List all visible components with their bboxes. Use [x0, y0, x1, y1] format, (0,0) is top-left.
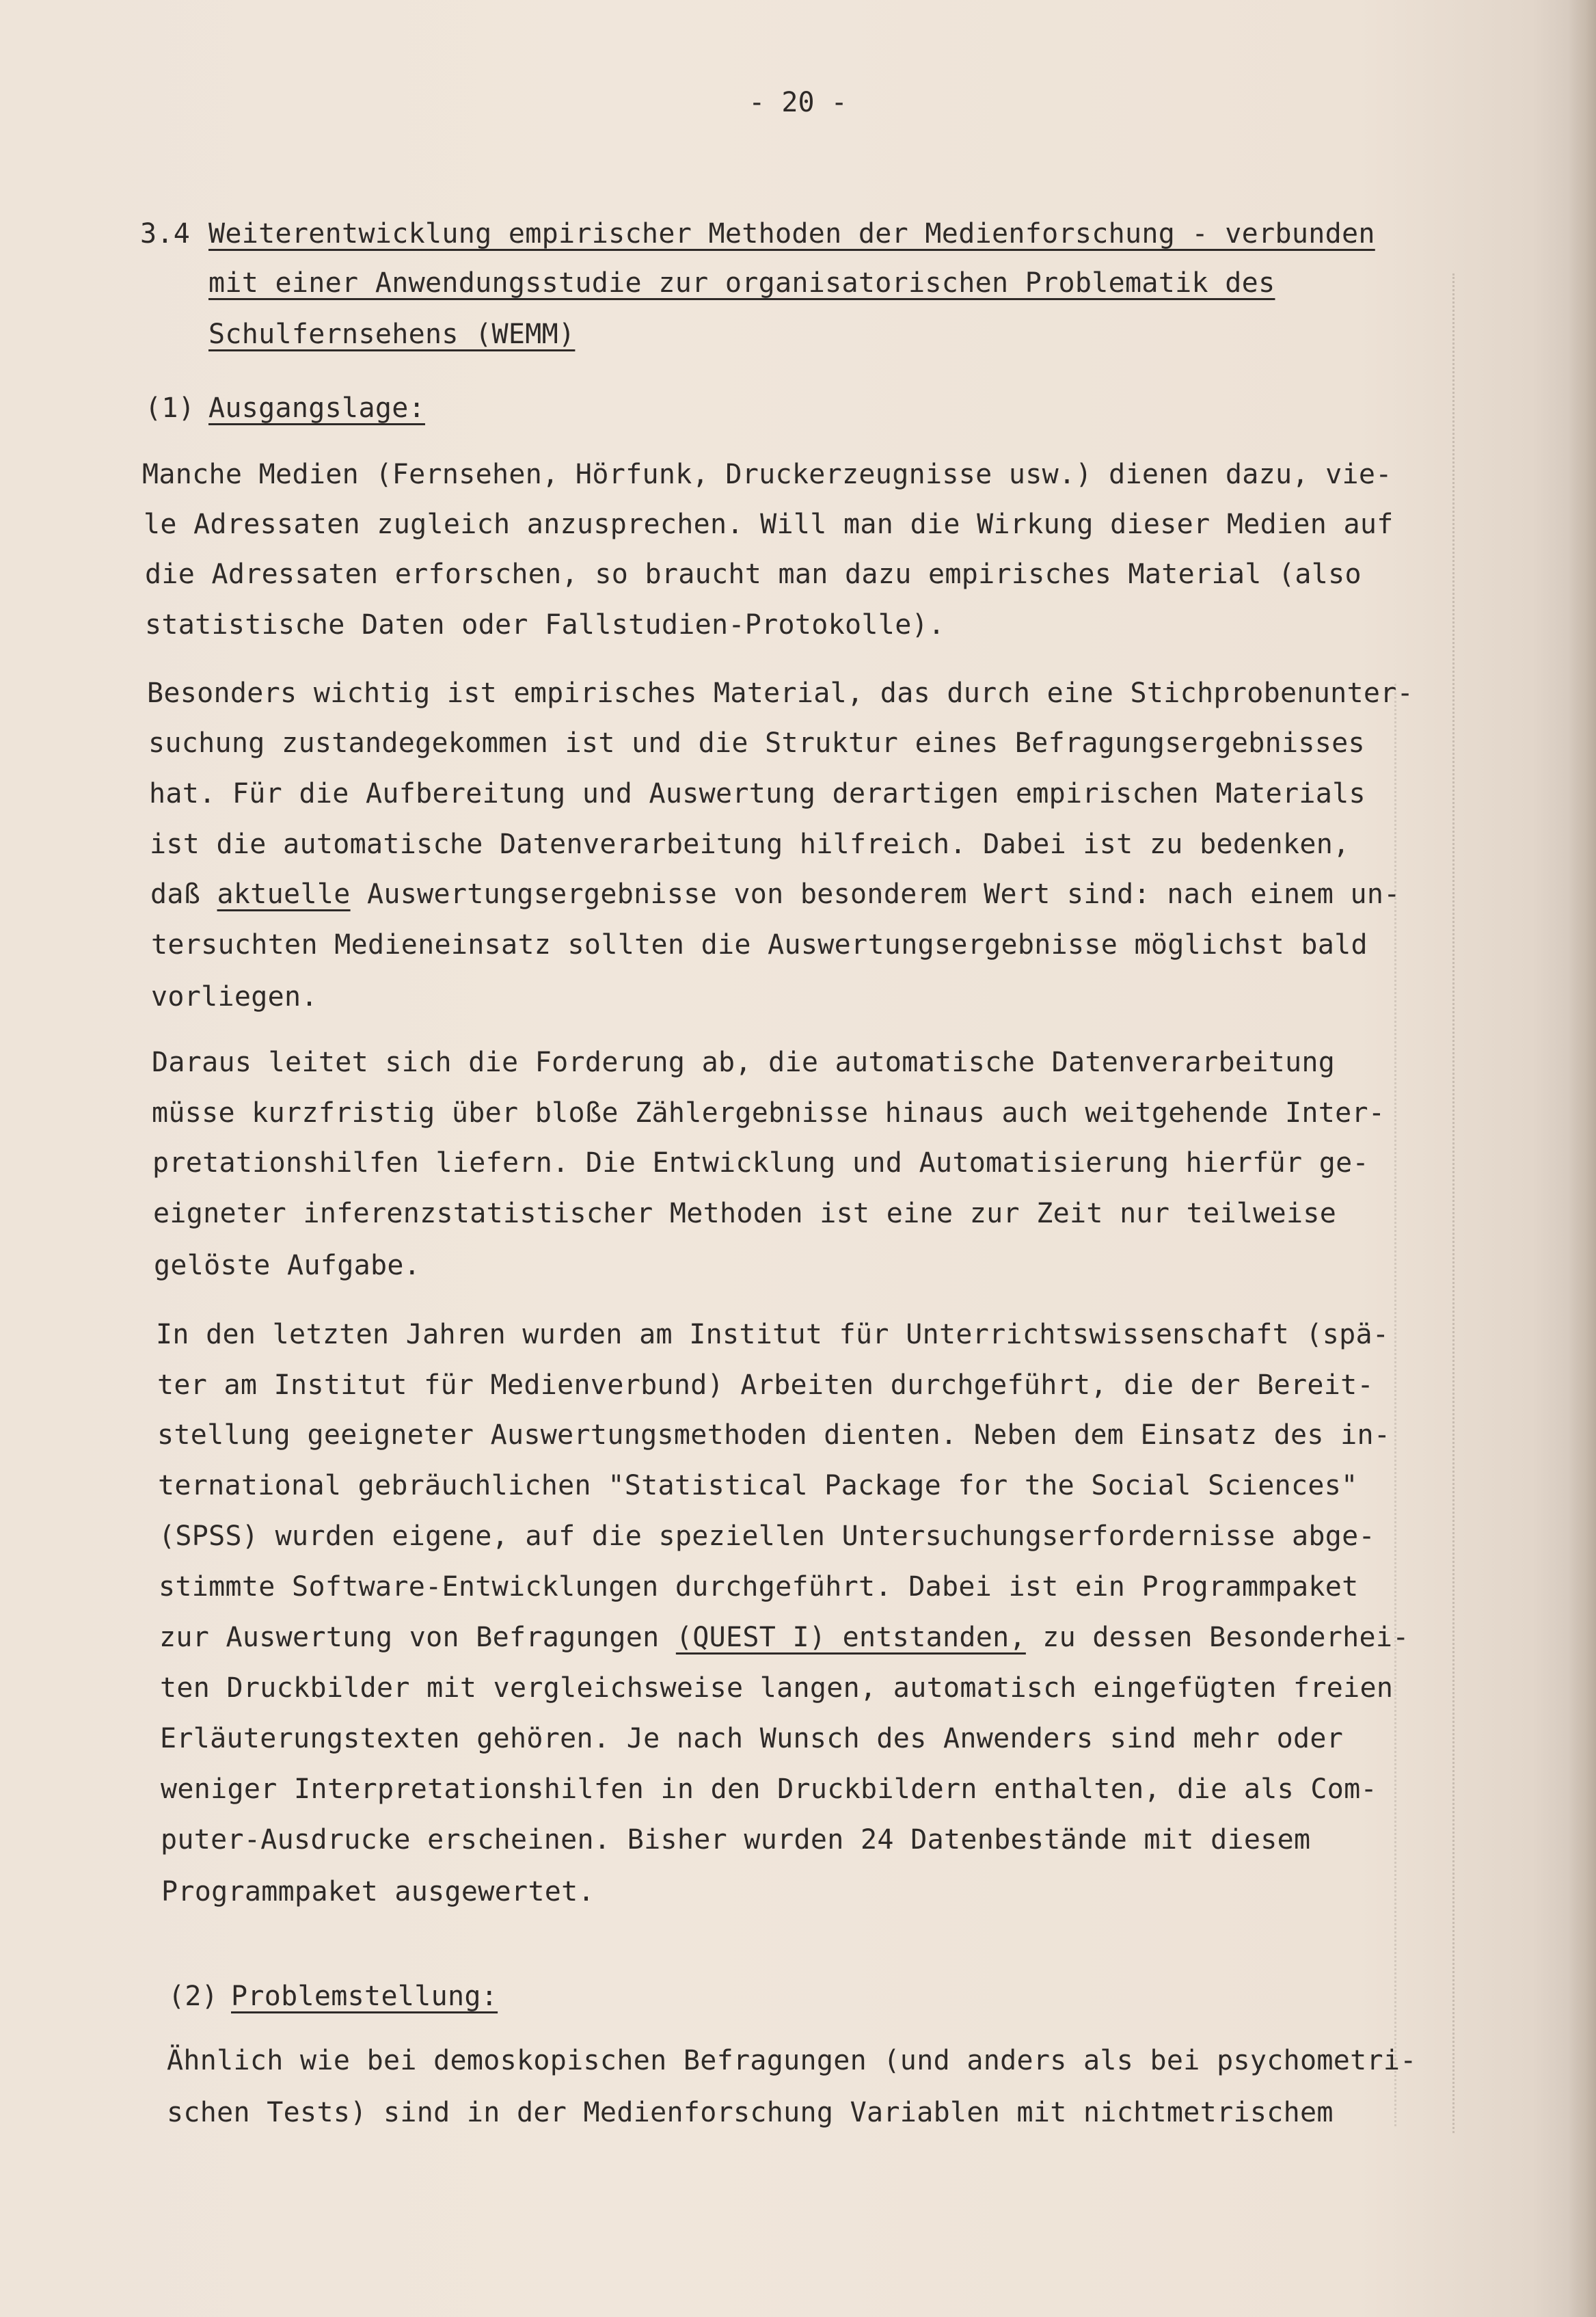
paragraph-line: In den letzten Jahren wurden am Institut für Unterrichtswissenschaft (spä- [156, 1319, 1390, 1350]
paragraph-line: ist die automatische Datenverarbeitung hilfreich. Dabei ist zu bedenken, [150, 829, 1350, 860]
paragraph-line: Ähnlich wie bei demoskopischen Befragungen (und anders als bei psychometri- [167, 2045, 1417, 2076]
paragraph-line: weniger Interpretationshilfen in den Druckbildern enthalten, die als Com- [161, 1773, 1377, 1805]
paragraph-line: le Adressaten zugleich anzusprechen. Will man die Wirkung dieser Medien auf [144, 509, 1394, 540]
page-number: - 20 - [748, 87, 848, 118]
emphasis-underline: (QUEST I) entstanden, [675, 1622, 1026, 1653]
paragraph-line: puter-Ausdrucke erscheinen. Bisher wurden 24 Datenbestände mit diesem [161, 1824, 1311, 1856]
paragraph-line: Programmpaket ausgewertet. [161, 1876, 595, 1907]
paragraph-line: eigneter inferenzstatistischer Methoden ist eine zur Zeit nur teilweise [153, 1198, 1337, 1229]
paragraph-line: schen Tests) sind in der Medienforschung Variablen mit nichtmetrischem [167, 2097, 1334, 2128]
subsection-label: (2) [168, 1981, 219, 2012]
page-edge-shadow [1569, 0, 1596, 2317]
paragraph-line: die Adressaten erforschen, so braucht man dazu empirisches Material (also [145, 559, 1362, 590]
text-run: Auswertungsergebnisse von besonderem Wert sind: nach einem un- [350, 879, 1401, 910]
paragraph-line: Daraus leitet sich die Forderung ab, die automatische Datenverarbeitung [152, 1047, 1336, 1078]
paragraph-line: Besonders wichtig ist empirisches Material, das durch eine Stichprobenunter- [147, 678, 1414, 709]
paragraph-line: stellung geeigneter Auswertungsmethoden dienten. Neben dem Einsatz des in- [157, 1419, 1391, 1451]
paragraph-line: vorliegen. [151, 981, 318, 1013]
paragraph-line: müsse kurzfristig über bloße Zählergebnisse hinaus auch weitgehende Inter- [152, 1097, 1385, 1129]
paragraph-line: tersuchten Medieneinsatz sollten die Auswertungsergebnisse möglichst bald [151, 929, 1368, 961]
paragraph-line: Manche Medien (Fernsehen, Hörfunk, Druckerzeugnisse usw.) dienen dazu, vie- [142, 459, 1392, 490]
subsection-heading: Problemstellung: [231, 1981, 498, 2012]
paragraph-line: ter am Institut für Medienverbund) Arbeiten durchgeführt, die der Bereit- [157, 1369, 1374, 1401]
text-run: zur Auswertung von Befragungen [159, 1622, 676, 1653]
paragraph-line: suchung zustandegekommen ist und die Struktur eines Befragungsergebnisses [148, 727, 1365, 759]
paragraph-line: hat. Für die Aufbereitung und Auswertung derartigen empirischen Materials [149, 778, 1366, 809]
emphasis-underline: aktuelle [217, 879, 351, 910]
subsection-heading: Ausgangslage: [208, 392, 425, 424]
text-run: zu dessen Besonderhei- [1025, 1622, 1409, 1653]
paragraph-line: (SPSS) wurden eigene, auf die speziellen Untersuchungserfordernisse abge- [159, 1521, 1375, 1552]
paragraph-line: Erläuterungstexten gehören. Je nach Wunsch des Anwenders sind mehr oder [160, 1723, 1344, 1754]
show-through-rule [1452, 273, 1455, 2133]
paragraph-line: pretationshilfen liefern. Die Entwicklung und Automatisierung hierfür ge- [152, 1147, 1369, 1179]
subsection-label: (1) [145, 392, 195, 424]
paragraph-line [150, 878, 1401, 911]
paragraph-line [159, 1621, 1409, 1654]
paragraph-line: ten Druckbilder mit vergleichsweise langen, automatisch eingefügten freien [160, 1672, 1394, 1704]
section-title-line: Schulfernsehens (WEMM) [208, 319, 576, 350]
paragraph-line: statistische Daten oder Fallstudien-Protokolle). [145, 609, 945, 641]
section-title-line: mit einer Anwendungsstudie zur organisatorischen Problematik des [208, 267, 1275, 299]
text-run: daß [150, 879, 217, 910]
section-title-line: Weiterentwicklung empirischer Methoden der Medienforschung - verbunden [208, 218, 1375, 250]
paragraph-line: stimmte Software-Entwicklungen durchgeführt. Dabei ist ein Programmpaket [159, 1571, 1359, 1603]
paragraph-line: gelöste Aufgabe. [154, 1250, 421, 1281]
paragraph-line: ternational gebräuchlichen "Statistical Package for the Social Sciences" [158, 1470, 1358, 1501]
section-number: 3.4 [140, 218, 191, 250]
